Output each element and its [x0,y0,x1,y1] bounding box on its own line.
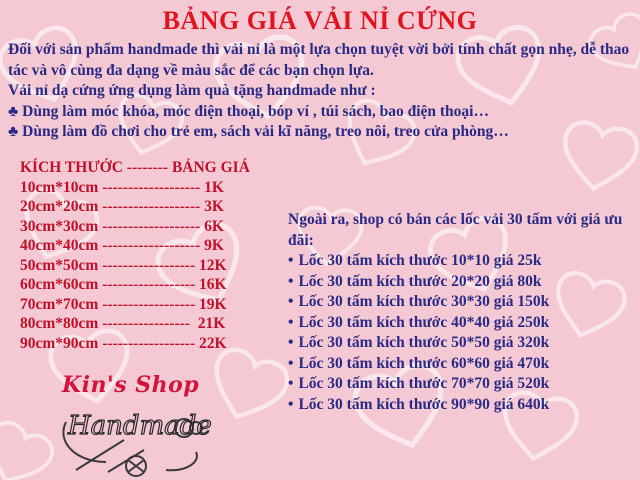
bundle-offers [288,210,628,415]
bundle-item: • Lốc 30 tấm kích thước 40*40 giá 250k [288,313,628,334]
price-row: 60cm*60cm ------------------ 16K [20,276,227,293]
intro-section [8,40,636,143]
shop-name: Kin's Shop [62,372,200,398]
price-row: 20cm*20cm ------------------- 3K [20,198,224,215]
usage-bullet-2: ♣ Dùng làm đồ chơi cho trẻ em, sách vải kĩ năng, treo nôi, treo cửa phòng… [8,122,636,143]
price-table-header: KÍCH THƯỚC -------- BẢNG GIÁ [20,159,250,176]
bundle-item: • Lốc 30 tấm kích thước 20*20 giá 80k [288,272,628,293]
usage-bullet-1: ♣ Dùng làm móc khóa, móc điện thoại, bóp ví , túi sách, bao điện thoại… [8,102,636,123]
bundle-item: • Lốc 30 tấm kích thước 90*90 giá 640k [288,395,628,416]
intro-usage-line: Vải nỉ dạ cứng ứng dụng làm quà tặng handmade như : [8,82,376,99]
shop-logo [46,372,216,478]
bundle-list [288,251,628,415]
handmade-logo-graphic [46,392,216,478]
price-row: 10cm*10cm ------------------- 1K [20,178,224,196]
price-row: 90cm*90cm ------------------ 22K [20,334,227,352]
handmade-logo-text: Handmade [68,411,212,441]
price-row: 80cm*80cm ----------------- 21K [20,315,226,332]
intro-paragraph: Đối với sản phẩm handmade thì vải nỉ là một lựa chọn tuyệt vời bởi tính chất gọn nhẹ, dễ thao tác và vô cùng đa dạng về màu sắc để các bạn chọn lựa. [8,41,630,79]
price-table [20,158,300,353]
price-row: 30cm*30cm ------------------- 6K [20,217,224,235]
bundle-item: • Lốc 30 tấm kích thước 10*10 giá 25k [288,251,628,272]
bundle-item: • Lốc 30 tấm kích thước 30*30 giá 150k [288,292,628,313]
bundle-item: • Lốc 30 tấm kích thước 50*50 giá 320k [288,333,628,354]
price-row: 40cm*40cm ------------------- 9K [20,237,224,254]
bundle-offers-lead: Ngoài ra, shop có bán các lốc vải 30 tấm với giá ưu đãi: [288,211,623,249]
bundle-item: • Lốc 30 tấm kích thước 70*70 giá 520k [288,374,628,395]
price-row: 70cm*70cm ------------------ 19K [20,295,227,313]
page-title: BẢNG GIÁ VẢI NỈ CỨNG [162,6,478,35]
price-row: 50cm*50cm ------------------ 12K [20,256,227,274]
bundle-item: • Lốc 30 tấm kích thước 60*60 giá 470k [288,354,628,375]
